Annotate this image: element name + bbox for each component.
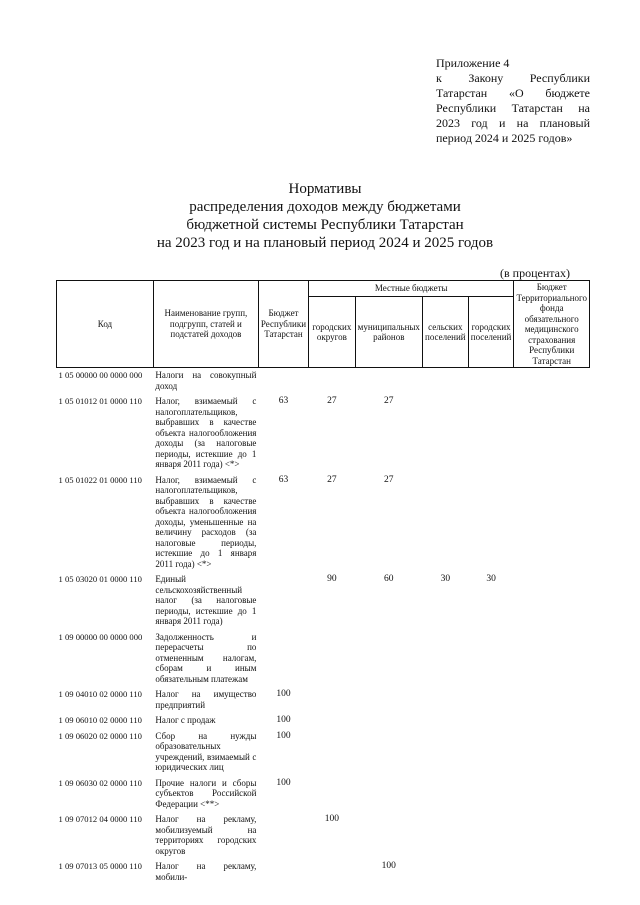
- cell-fund: [514, 630, 590, 688]
- cell-name: Единый сельскохозяйственный налог (за налоговые периоды, истекшие до 1 января 2011 года): [155, 574, 257, 626]
- header-municipal: муниципальных районов: [355, 297, 422, 368]
- table-row: [57, 859, 590, 885]
- table-row: [57, 729, 590, 776]
- appendix-note: [436, 56, 590, 146]
- cell-municipal: [355, 368, 422, 395]
- cell-municipal: [355, 713, 422, 729]
- title-line: на 2023 год и на плановый период 2024 и 2025 годов: [156, 235, 494, 251]
- cell-code: 1 05 00000 00 0000 000: [58, 370, 143, 380]
- cell-fund: [514, 812, 590, 859]
- cell-name: Прочие налоги и сборы субъектов Российской Федерации <**>: [155, 777, 257, 809]
- cell-urban: [309, 687, 356, 713]
- table-row: [57, 776, 590, 813]
- cell-settlement: [468, 812, 514, 859]
- cell-rt: 100: [276, 730, 291, 741]
- table-row: [57, 368, 590, 395]
- cell-fund: [514, 394, 590, 473]
- title-line: Нормативы: [288, 181, 362, 197]
- cell-municipal: [355, 812, 422, 859]
- cell-rural: [422, 729, 468, 776]
- header-settlement: городских поселений: [468, 297, 514, 368]
- title-line: бюджетной системы Республики Татарстан: [186, 217, 464, 233]
- header-rural: сельских поселений: [422, 297, 468, 368]
- cell-fund: [514, 687, 590, 713]
- header-local-budgets: Местные бюджеты: [309, 281, 514, 297]
- cell-fund: [514, 776, 590, 813]
- cell-rural: 30: [440, 574, 451, 584]
- cell-rt: 63: [278, 396, 289, 406]
- appendix-line: период 2024 и 2025 годов»: [436, 131, 573, 145]
- cell-code: 1 05 01022 01 0000 110: [58, 474, 142, 485]
- cell-rt: 100: [276, 777, 291, 788]
- cell-rt: [258, 812, 308, 859]
- cell-settlement: [468, 630, 514, 688]
- cell-fund: [514, 859, 590, 885]
- table-row: [57, 473, 590, 573]
- cell-urban: [309, 859, 356, 885]
- cell-rt: 100: [276, 715, 291, 725]
- cell-code: 1 09 06030 02 0000 110: [58, 777, 142, 788]
- cell-urban: [309, 729, 356, 776]
- cell-settlement: [468, 729, 514, 776]
- cell-municipal: [355, 630, 422, 688]
- cell-settlement: [468, 368, 514, 395]
- cell-urban: [309, 630, 356, 688]
- cell-name: Налог, взимаемый с налогоплательщиков, выбравших в качестве объекта налогообложения доходы, уменьшенные на величину расходов (за налоговые периоды, истекшие до 1 января 2011 года) <*>: [155, 474, 257, 569]
- cell-municipal: [355, 687, 422, 713]
- cell-settlement: [468, 473, 514, 573]
- appendix-line: 2023 год и на плановый: [436, 116, 590, 130]
- cell-rural: [422, 776, 468, 813]
- revenue-distribution-table: [56, 280, 590, 885]
- cell-code: 1 05 03020 01 0000 110: [58, 574, 142, 584]
- cell-settlement: [468, 859, 514, 885]
- cell-rt: [258, 368, 308, 395]
- header-name: Наименование групп, подгрупп, статей и подстатей доходов: [153, 281, 258, 368]
- cell-code: 1 09 06020 02 0000 110: [58, 730, 142, 741]
- appendix-line: Татарстан «О бюджете: [436, 86, 590, 100]
- cell-settlement: [468, 776, 514, 813]
- cell-settlement: 30: [486, 574, 496, 584]
- cell-code: 1 09 04010 02 0000 110: [58, 689, 142, 699]
- cell-name: Налог на имущество предприятий: [155, 689, 257, 710]
- title-line: распределения доходов между бюджетами: [189, 199, 461, 215]
- appendix-line: Республики Татарстан на: [436, 101, 590, 115]
- cell-rural: [422, 630, 468, 688]
- cell-name: Задолженность и перерасчеты по отмененным налогам, сборам и иным обязательным платежам: [155, 631, 257, 684]
- cell-rt: 63: [278, 474, 289, 485]
- cell-fund: [514, 473, 590, 573]
- cell-urban: [309, 368, 356, 395]
- cell-fund: [514, 713, 590, 729]
- cell-rural: [422, 473, 468, 573]
- cell-settlement: [468, 713, 514, 729]
- cell-fund: [514, 729, 590, 776]
- header-rt-budget: Бюджет Республики Татарстан: [258, 281, 308, 368]
- cell-municipal: 27: [384, 474, 394, 485]
- table-row: [57, 687, 590, 713]
- cell-name: Налог на рекламу, мобили-: [155, 861, 257, 882]
- cell-fund: [514, 368, 590, 395]
- cell-rural: [422, 368, 468, 395]
- cell-municipal: 27: [384, 396, 394, 406]
- cell-settlement: [468, 687, 514, 713]
- appendix-line: Приложение 4: [436, 56, 510, 70]
- header-fund-budget: Бюджет Территориального фонда обязательного медицинского страхования Республики Татарстан: [514, 281, 590, 368]
- header-code: Код: [57, 281, 154, 368]
- cell-urban: 27: [327, 396, 337, 406]
- cell-rt: [258, 630, 308, 688]
- cell-municipal: 60: [384, 574, 394, 584]
- table-row: [57, 394, 590, 473]
- cell-code: 1 09 06010 02 0000 110: [58, 715, 142, 725]
- table-row: [57, 572, 590, 630]
- cell-urban: [309, 776, 356, 813]
- table-row: [57, 713, 590, 729]
- units-note: (в процентах): [500, 266, 570, 280]
- cell-rural: [422, 687, 468, 713]
- cell-rural: [422, 394, 468, 473]
- cell-code: 1 09 07013 05 0000 110: [58, 861, 142, 871]
- cell-urban: 90: [327, 574, 337, 584]
- cell-name: Сбор на нужды образовательных учреждений, взимаемый с юридических лиц: [155, 730, 257, 772]
- cell-urban: 27: [327, 474, 337, 485]
- cell-municipal: 100: [381, 861, 396, 871]
- document-title: [60, 180, 590, 252]
- cell-settlement: [468, 394, 514, 473]
- table-row: [57, 630, 590, 688]
- cell-rt: 100: [276, 689, 291, 699]
- cell-rt: [258, 572, 308, 630]
- appendix-line: к Закону Республики: [436, 71, 590, 85]
- header-urban: городских округов: [309, 297, 356, 368]
- cell-urban: 100: [324, 814, 339, 824]
- cell-rt: [258, 859, 308, 885]
- cell-code: 1 09 07012 04 0000 110: [58, 814, 142, 824]
- cell-municipal: [355, 776, 422, 813]
- cell-name: Налоги на совокупный доход: [155, 370, 257, 391]
- cell-fund: [514, 572, 590, 630]
- cell-urban: [309, 713, 356, 729]
- cell-rural: [422, 812, 468, 859]
- table-row: [57, 812, 590, 859]
- cell-name: Налог с продаж: [155, 715, 216, 725]
- cell-code: 1 05 01012 01 0000 110: [58, 396, 142, 406]
- cell-code: 1 09 00000 00 0000 000: [58, 631, 143, 642]
- cell-municipal: [355, 729, 422, 776]
- cell-rural: [422, 859, 468, 885]
- cell-rural: [422, 713, 468, 729]
- cell-name: Налог на рекламу, мобилизуемый на территориях городских округов: [155, 814, 257, 856]
- cell-name: Налог, взимаемый с налогоплательщиков, выбравших в качестве объекта налогообложения доходы (за налоговые периоды, истекшие до 1 января 2011 года) <*>: [155, 396, 257, 469]
